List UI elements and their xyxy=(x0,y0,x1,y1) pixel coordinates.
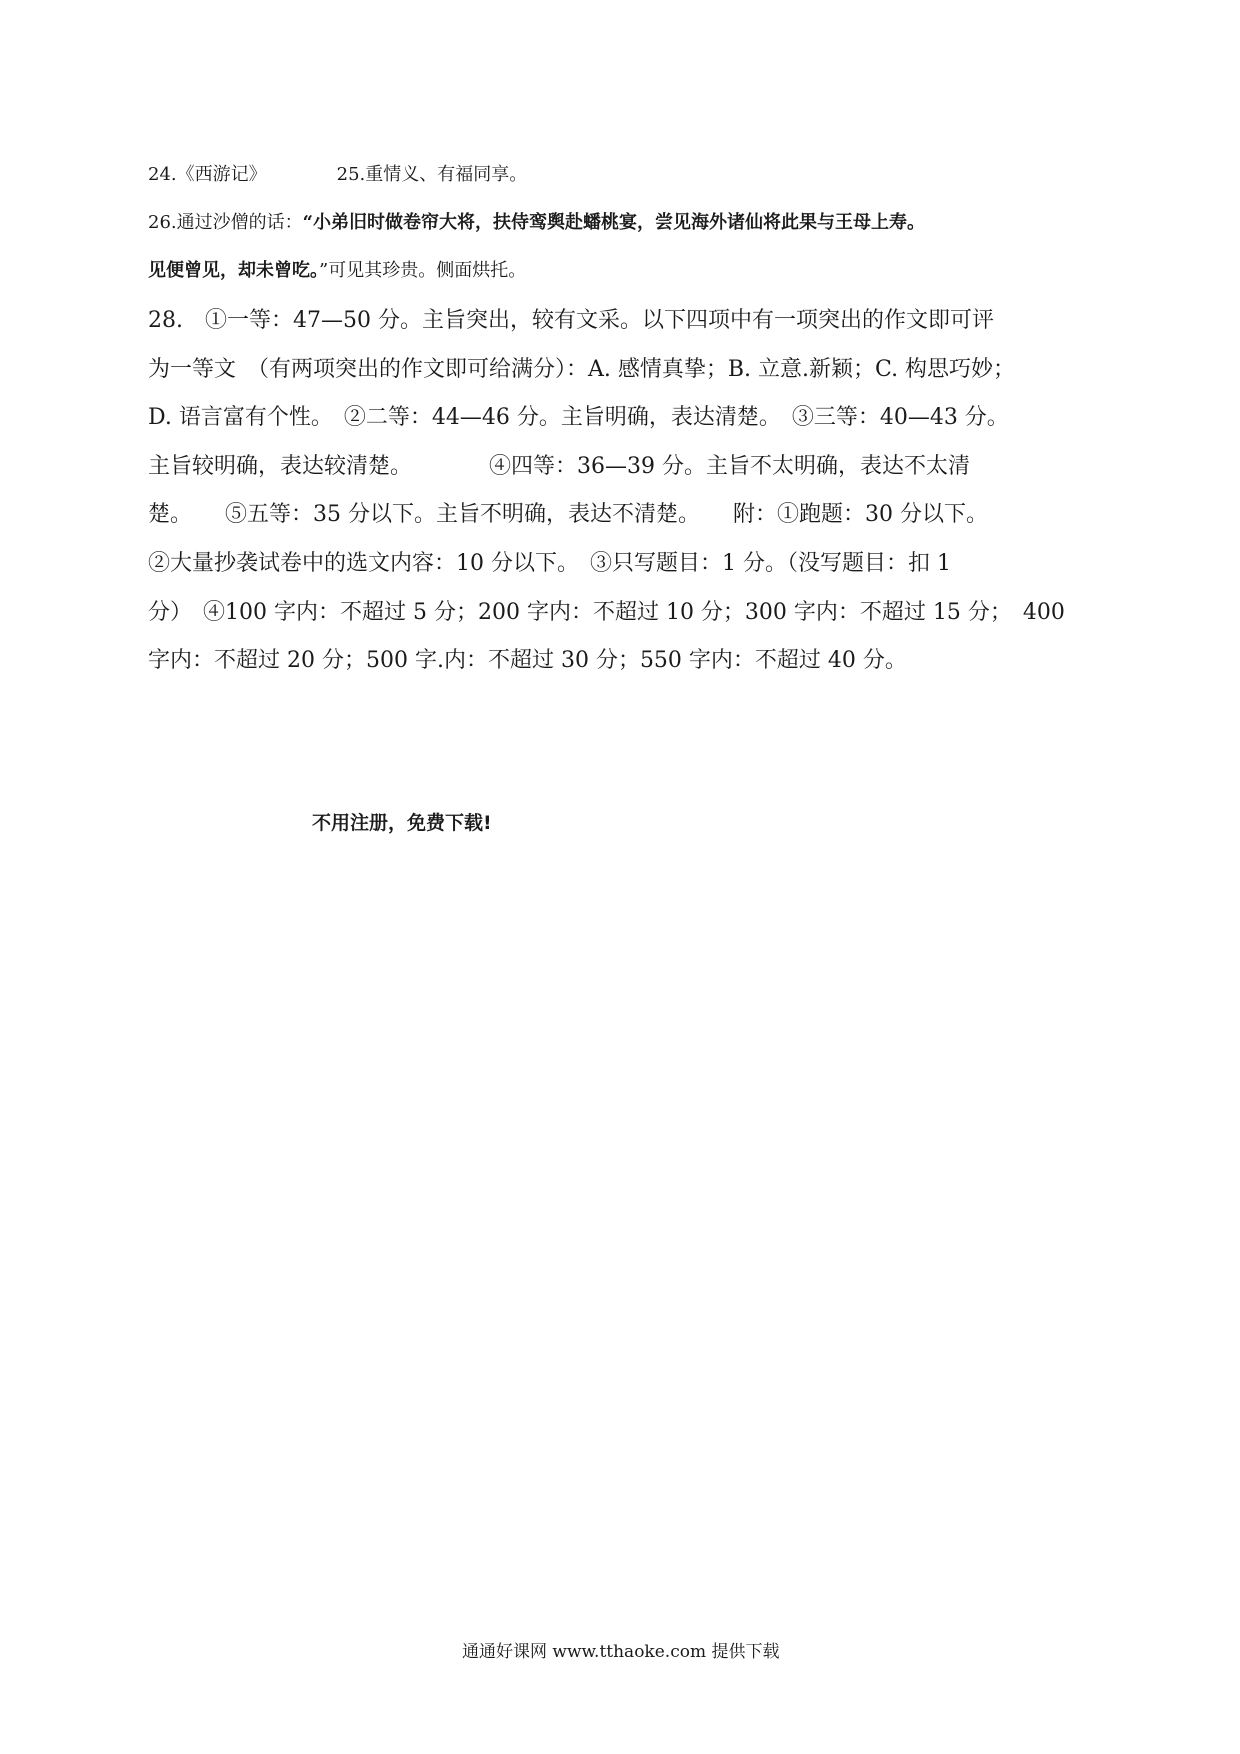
answer-25: 25.重情义、有福同享。 xyxy=(336,164,528,185)
q28-line-6: ②大量抄袭试卷中的选文内容：10 分以下。 ③只写题目：1 分。（没写题目：扣 1 xyxy=(148,551,951,576)
q28-line-4: 主旨较明确，表达较清楚。 ④四等：36—39 分。主旨不太明确，表达不太清 xyxy=(148,454,970,479)
answer-26-suffix: ”可见其珍贵。侧面烘托。 xyxy=(319,260,527,281)
q28-line-3: D. 语言富有个性。 ②二等：44—46 分。主旨明确，表达清楚。 ③三等：40—43 分。 xyxy=(148,405,1009,430)
q28-line-8: 字内：不超过 20 分；500 字.内：不超过 30 分；550 字内：不超过 40 分。 xyxy=(148,648,907,673)
answer-26-prefix: 26.通过沙僧的话： xyxy=(148,212,303,233)
promo-text: 不用注册，免费下载! xyxy=(312,812,492,834)
q28-line-7: 分） ④100 字内：不超过 5 分；200 字内：不超过 10 分；300 字内：不超过 15 分； 400 xyxy=(148,600,1065,625)
answer-24: 24.《西游记》 xyxy=(148,164,267,185)
answer-26-line2 xyxy=(148,256,526,282)
q28-line-5: 楚。 ⑤五等：35 分以下。主旨不明确，表达不清楚。 附：①跑题：30 分以下。 xyxy=(148,502,988,527)
answer-26-line1 xyxy=(148,208,925,234)
answer-line-24-25 xyxy=(148,160,527,186)
answer-26-quote-part1: “小弟旧时做卷帘大将，扶侍鸾舆赴蟠桃宴，尝见海外诸仙将此果与王母上寿。 xyxy=(302,212,925,233)
q28-line-1: 28. ①一等：47—50 分。主旨突出，较有文采。以下四项中有一项突出的作文即可评 xyxy=(148,308,994,333)
page-footer: 通通好课网 www.tthaoke.com 提供下载 xyxy=(462,1642,780,1662)
answer-26-quote-part2: 见便曾见，却未曾吃。 xyxy=(148,260,319,281)
q28-line-2: 为一等文 （有两项突出的作文即可给满分）：A. 感情真挚；B. 立意.新颖；C. 构思巧妙； xyxy=(148,357,1016,382)
